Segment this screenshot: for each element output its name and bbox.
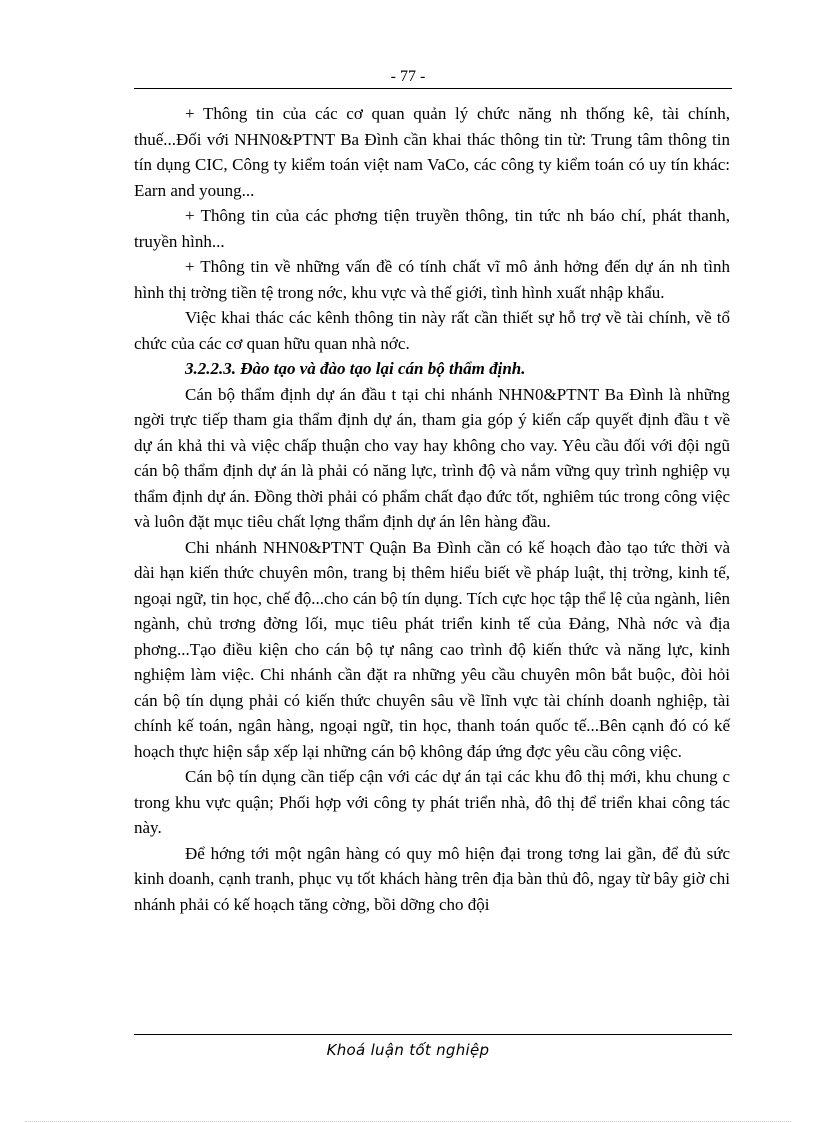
footer-text: Khoá luận tốt nghiệp	[326, 1041, 490, 1059]
paragraph: + Thông tin của các cơ quan quản lý chức năng nh thống kê, tài chính, thuế...Đối với NHN0&PTNT Ba Đình cần khai thác thông tin từ: Trung tâm thông tin tín dụng CIC, Công ty kiểm toán việt nam VaCo, các công ty kiểm toán có uy tín khác: Earn and young...	[134, 104, 730, 200]
section-heading: 3.2.2.3. Đào tạo và đào tạo lại cán bộ thẩm định.	[185, 359, 526, 378]
paragraph: + Thông tin về những vấn đề có tính chất vĩ mô ảnh hởng đến dự án nh tình hình thị trờng tiền tệ trong nớc, khu vực và thế giới, tình hình xuất nhập khẩu.	[134, 257, 730, 302]
footer-rule	[134, 1034, 732, 1035]
document-body	[134, 101, 730, 917]
paragraph: Cán bộ tín dụng cần tiếp cận với các dự án tại các khu đô thị mới, khu chung c trong khu vực quận; Phối hợp với công ty phát triển nhà, đô thị để triển khai công tác này.	[134, 767, 730, 837]
paragraph: Để hớng tới một ngân hàng có quy mô hiện đại trong tơng lai gần, để đủ sức kinh doanh, cạnh tranh, phục vụ tốt khách hàng trên địa bàn thủ đô, ngay từ bây giờ chi nhánh phải có kế hoạch tăng cờng, bồi dỡng cho đội	[134, 843, 730, 914]
paragraph: + Thông tin của các phơng tiện truyền thông, tin tức nh báo chí, phát thanh, truyền hình...	[134, 206, 730, 251]
paragraph: Việc khai thác các kênh thông tin này rất cần thiết sự hỗ trợ về tài chính, về tổ chức của các cơ quan hữu quan nhà nớc.	[134, 308, 730, 353]
header-rule	[134, 88, 732, 89]
page-edge-divider	[25, 1121, 791, 1122]
paragraph: Cán bộ thẩm định dự án đầu t tại chi nhánh NHN0&PTNT Ba Đình là những ngời trực tiếp tham gia thẩm định dự án, tham gia góp ý kiến cấp quyết định đầu t về dự án khả thi và việc chấp thuận cho vay hay không cho vay. Yêu cầu đối với đội ngũ cán bộ thẩm định dự án là phải có năng lực, trình độ và nắm vững quy trình nghiệp vụ thẩm định dự án. Đồng thời phải có phẩm chất đạo đức tốt, nghiêm túc trong công việc và luôn đặt mục tiêu chất lợng thẩm định dự án lên hàng đầu.	[134, 384, 730, 531]
page-number: - 77 -	[390, 68, 426, 85]
paragraph: Chi nhánh NHN0&PTNT Quận Ba Đình cần có kế hoạch đào tạo tức thời và dài hạn kiến thức chuyên môn, trang bị thêm hiểu biết về pháp luật, thị trờng, kinh tế, ngoại ngữ, tin học, chế độ...cho cán bộ tín dụng. Tích cực học tập thể lệ của ngành, liên ngành, chủ trơng đờng lối, mục tiêu phát triển kinh tế của Đảng, Nhà nớc và địa phơng...Tạo điều kiện cho cán bộ tự nâng cao trình độ kiến thức và năng lực, kinh nghiệm làm việc. Chi nhánh cần đặt ra những yêu cầu chuyên môn bắt buộc, đòi hỏi cán bộ tín dụng phải có kiến thức chuyên sâu về lĩnh vực tài chính doanh nghiệp, tài chính kế toán, ngân hàng, ngoại ngữ, tin học, thanh toán quốc tế...Bên cạnh đó có kế hoạch thực hiện sắp xếp lại những cán bộ không đáp ứng đợc yêu cầu công việc.	[134, 537, 730, 761]
